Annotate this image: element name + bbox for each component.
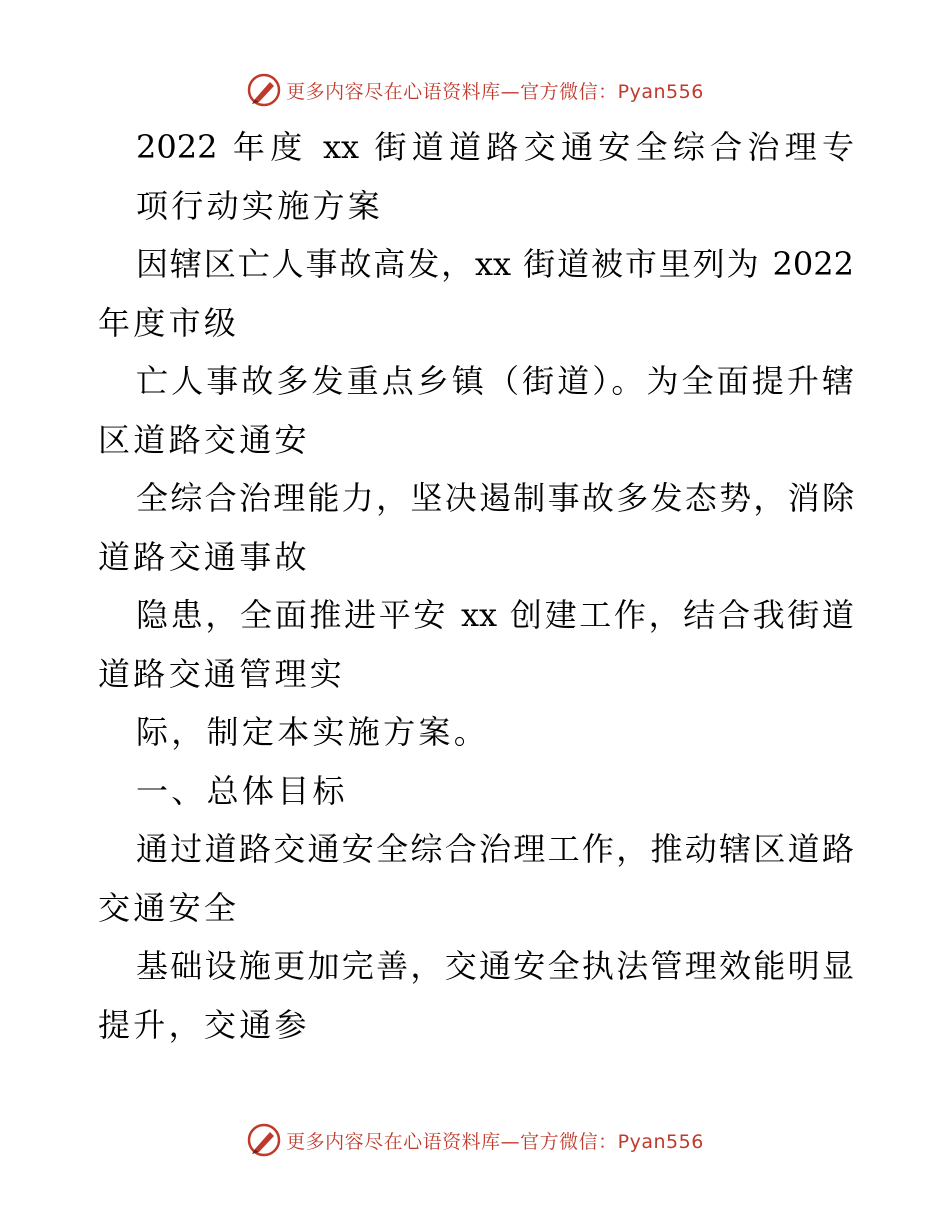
text-line: 基础设施更加完善，交通安全执法管理效能明显 [136,947,854,985]
text-line: 2022 年度 xx 街道道路交通安全综合治理专 [136,128,854,166]
text-line: 项行动实施方案 [136,186,384,225]
text-line: 因辖区亡人事故高发，xx 街道被市里列为 2022 [136,245,854,283]
text-line: 全综合治理能力，坚决遏制事故多发态势，消除 [136,479,854,517]
document-body [98,118,854,1054]
watermark-text: 更多内容尽在心语资料库—官方微信：Pyan556 [286,80,704,103]
text-line: 际，制定本实施方案。 [136,713,490,751]
text-line: 亡人事故多发重点乡镇（街道）。为全面提升辖 [136,362,854,400]
pen-logo-icon [246,1122,282,1158]
text-line: 道路交通管理实 [98,654,346,693]
text-line: 提升，交通参 [98,1005,310,1044]
section-heading: 一、总体目标 [136,771,348,810]
footer-watermark [0,1120,950,1160]
text-line: 区道路交通安 [98,420,310,459]
text-line: 道路交通事故 [98,537,310,576]
text-line: 交通安全 [98,888,240,927]
header-watermark [0,70,950,110]
watermark-text: 更多内容尽在心语资料库—官方微信：Pyan556 [286,1130,704,1153]
text-line: 年度市级 [98,303,240,342]
text-line: 隐患，全面推进平安 xx 创建工作，结合我街道 [136,596,854,634]
pen-logo-icon [246,72,282,108]
text-line: 通过道路交通安全综合治理工作，推动辖区道路 [136,830,854,868]
